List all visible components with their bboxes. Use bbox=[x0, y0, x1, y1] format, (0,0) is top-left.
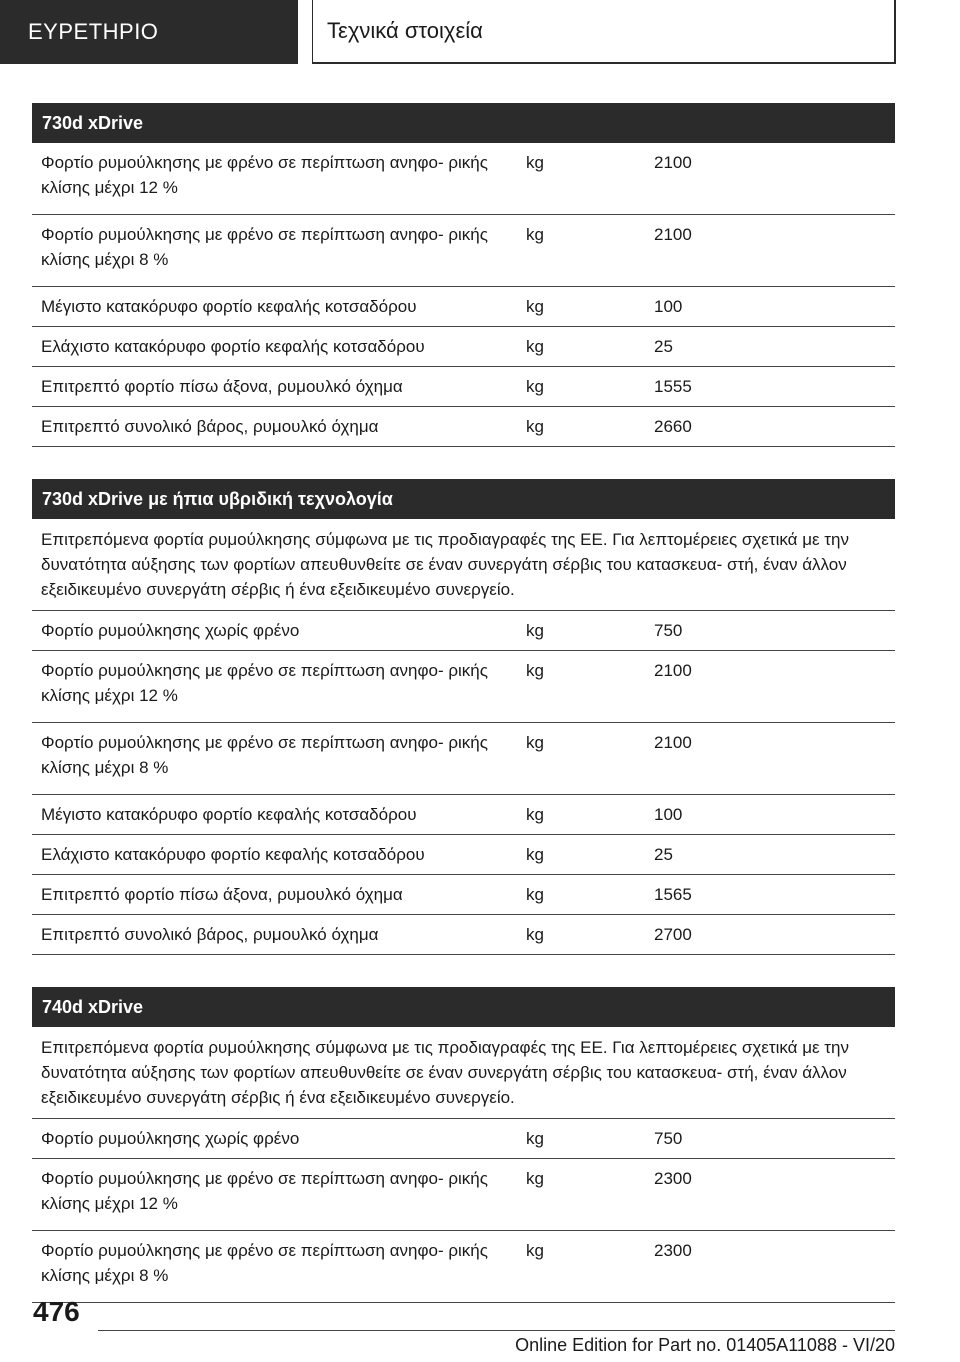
table-row bbox=[32, 215, 895, 287]
row-unit: kg bbox=[526, 885, 544, 904]
table-row bbox=[32, 795, 895, 835]
row-value: 2100 bbox=[654, 153, 692, 172]
row-unit: kg bbox=[526, 153, 544, 172]
row-value: 2300 bbox=[654, 1169, 692, 1188]
row-unit: kg bbox=[526, 225, 544, 244]
block-title: 740d xDrive bbox=[32, 987, 895, 1027]
row-value: 750 bbox=[654, 621, 683, 640]
table-row bbox=[32, 367, 895, 407]
table-row bbox=[32, 143, 895, 215]
table-row bbox=[32, 611, 895, 651]
row-value: 1565 bbox=[654, 885, 692, 904]
table-row bbox=[32, 327, 895, 367]
row-value: 25 bbox=[654, 845, 673, 864]
row-unit: kg bbox=[526, 621, 544, 640]
row-label: Φορτίο ρυμούλκησης με φρένο σε περίπτωση ανηφο‐ ρικής κλίσης μέχρι 12 % bbox=[41, 1169, 488, 1213]
row-label: Επιτρεπτό φορτίο πίσω άξονα, ρυμουλκό όχημα bbox=[41, 885, 403, 904]
spec-block-730d-mild-hybrid bbox=[32, 479, 895, 955]
row-unit: kg bbox=[526, 1169, 544, 1188]
section-tab[interactable]: Τεχνικά στοιχεία bbox=[312, 0, 896, 64]
row-value: 100 bbox=[654, 297, 683, 316]
row-value: 2100 bbox=[654, 661, 692, 680]
row-label: Επιτρεπτό συνολικό βάρος, ρυμουλκό όχημα bbox=[41, 925, 379, 944]
table-row bbox=[32, 1159, 895, 1231]
spec-block-740d bbox=[32, 987, 895, 1303]
row-unit: kg bbox=[526, 845, 544, 864]
spec-content bbox=[32, 103, 895, 1335]
index-tab[interactable]: ΕΥΡΕΤΗΡΙΟ bbox=[0, 0, 298, 64]
table-row bbox=[32, 1231, 895, 1303]
row-unit: kg bbox=[526, 377, 544, 396]
row-label: Ελάχιστο κατακόρυφο φορτίο κεφαλής κοτσαδόρου bbox=[41, 845, 425, 864]
row-label: Φορτίο ρυμούλκησης χωρίς φρένο bbox=[41, 1129, 300, 1148]
block-note: Επιτρεπόμενα φορτία ρυμούλκησης σύμφωνα με τις προδιαγραφές της ΕΕ. Για λεπτομέρειες σχετικά με την δυνατότητα αύξησης των φορτίων απευθυνθείτε σε έναν συνεργάτη σέρβις του κατασκευα‐ στή, έναν άλλον εξειδικευμένο συνεργάτη σέρβις ή ένα εξειδικευμένο συνεργείο. bbox=[32, 1027, 895, 1119]
row-label: Επιτρεπτό φορτίο πίσω άξονα, ρυμουλκό όχημα bbox=[41, 377, 403, 396]
row-value: 2100 bbox=[654, 733, 692, 752]
page-number: 476 bbox=[33, 1296, 80, 1327]
row-value: 2300 bbox=[654, 1241, 692, 1260]
row-unit: kg bbox=[526, 805, 544, 824]
row-unit: kg bbox=[526, 297, 544, 316]
row-unit: kg bbox=[526, 337, 544, 356]
row-value: 25 bbox=[654, 337, 673, 356]
row-value: 750 bbox=[654, 1129, 683, 1148]
row-label: Φορτίο ρυμούλκησης με φρένο σε περίπτωση ανηφο‐ ρικής κλίσης μέχρι 12 % bbox=[41, 661, 488, 705]
row-unit: kg bbox=[526, 925, 544, 944]
table-row bbox=[32, 651, 895, 723]
row-unit: kg bbox=[526, 1129, 544, 1148]
table-row bbox=[32, 915, 895, 955]
row-unit: kg bbox=[526, 1241, 544, 1260]
row-value: 1555 bbox=[654, 377, 692, 396]
row-unit: kg bbox=[526, 733, 544, 752]
table-row bbox=[32, 723, 895, 795]
row-label: Φορτίο ρυμούλκησης χωρίς φρένο bbox=[41, 621, 300, 640]
block-title: 730d xDrive με ήπια υβριδική τεχνολογία bbox=[32, 479, 895, 519]
row-label: Φορτίο ρυμούλκησης με φρένο σε περίπτωση ανηφο‐ ρικής κλίσης μέχρι 12 % bbox=[41, 153, 488, 197]
row-value: 2700 bbox=[654, 925, 692, 944]
table-row bbox=[32, 407, 895, 447]
row-value: 2100 bbox=[654, 225, 692, 244]
row-label: Μέγιστο κατακόρυφο φορτίο κεφαλής κοτσαδόρου bbox=[41, 805, 417, 824]
table-row bbox=[32, 287, 895, 327]
spec-block-730d bbox=[32, 103, 895, 447]
row-label: Επιτρεπτό συνολικό βάρος, ρυμουλκό όχημα bbox=[41, 417, 379, 436]
row-label: Φορτίο ρυμούλκησης με φρένο σε περίπτωση ανηφο‐ ρικής κλίσης μέχρι 8 % bbox=[41, 225, 488, 269]
table-row bbox=[32, 835, 895, 875]
table-row bbox=[32, 875, 895, 915]
row-label: Φορτίο ρυμούλκησης με φρένο σε περίπτωση ανηφο‐ ρικής κλίσης μέχρι 8 % bbox=[41, 1241, 488, 1285]
edition-footer: Online Edition for Part no. 01405A11088 - VI/20 bbox=[515, 1335, 895, 1355]
row-label: Φορτίο ρυμούλκησης με φρένο σε περίπτωση ανηφο‐ ρικής κλίσης μέχρι 8 % bbox=[41, 733, 488, 777]
row-label: Ελάχιστο κατακόρυφο φορτίο κεφαλής κοτσαδόρου bbox=[41, 337, 425, 356]
block-note: Επιτρεπόμενα φορτία ρυμούλκησης σύμφωνα με τις προδιαγραφές της ΕΕ. Για λεπτομέρειες σχετικά με την δυνατότητα αύξησης των φορτίων απευθυνθείτε σε έναν συνεργάτη σέρβις του κατασκευα‐ στή, έναν άλλον εξειδικευμένο συνεργάτη σέρβις ή ένα εξειδικευμένο συνεργείο. bbox=[32, 519, 895, 611]
table-row bbox=[32, 1119, 895, 1159]
row-unit: kg bbox=[526, 661, 544, 680]
row-value: 100 bbox=[654, 805, 683, 824]
row-unit: kg bbox=[526, 417, 544, 436]
row-label: Μέγιστο κατακόρυφο φορτίο κεφαλής κοτσαδόρου bbox=[41, 297, 417, 316]
row-value: 2660 bbox=[654, 417, 692, 436]
block-title: 730d xDrive bbox=[32, 103, 895, 143]
